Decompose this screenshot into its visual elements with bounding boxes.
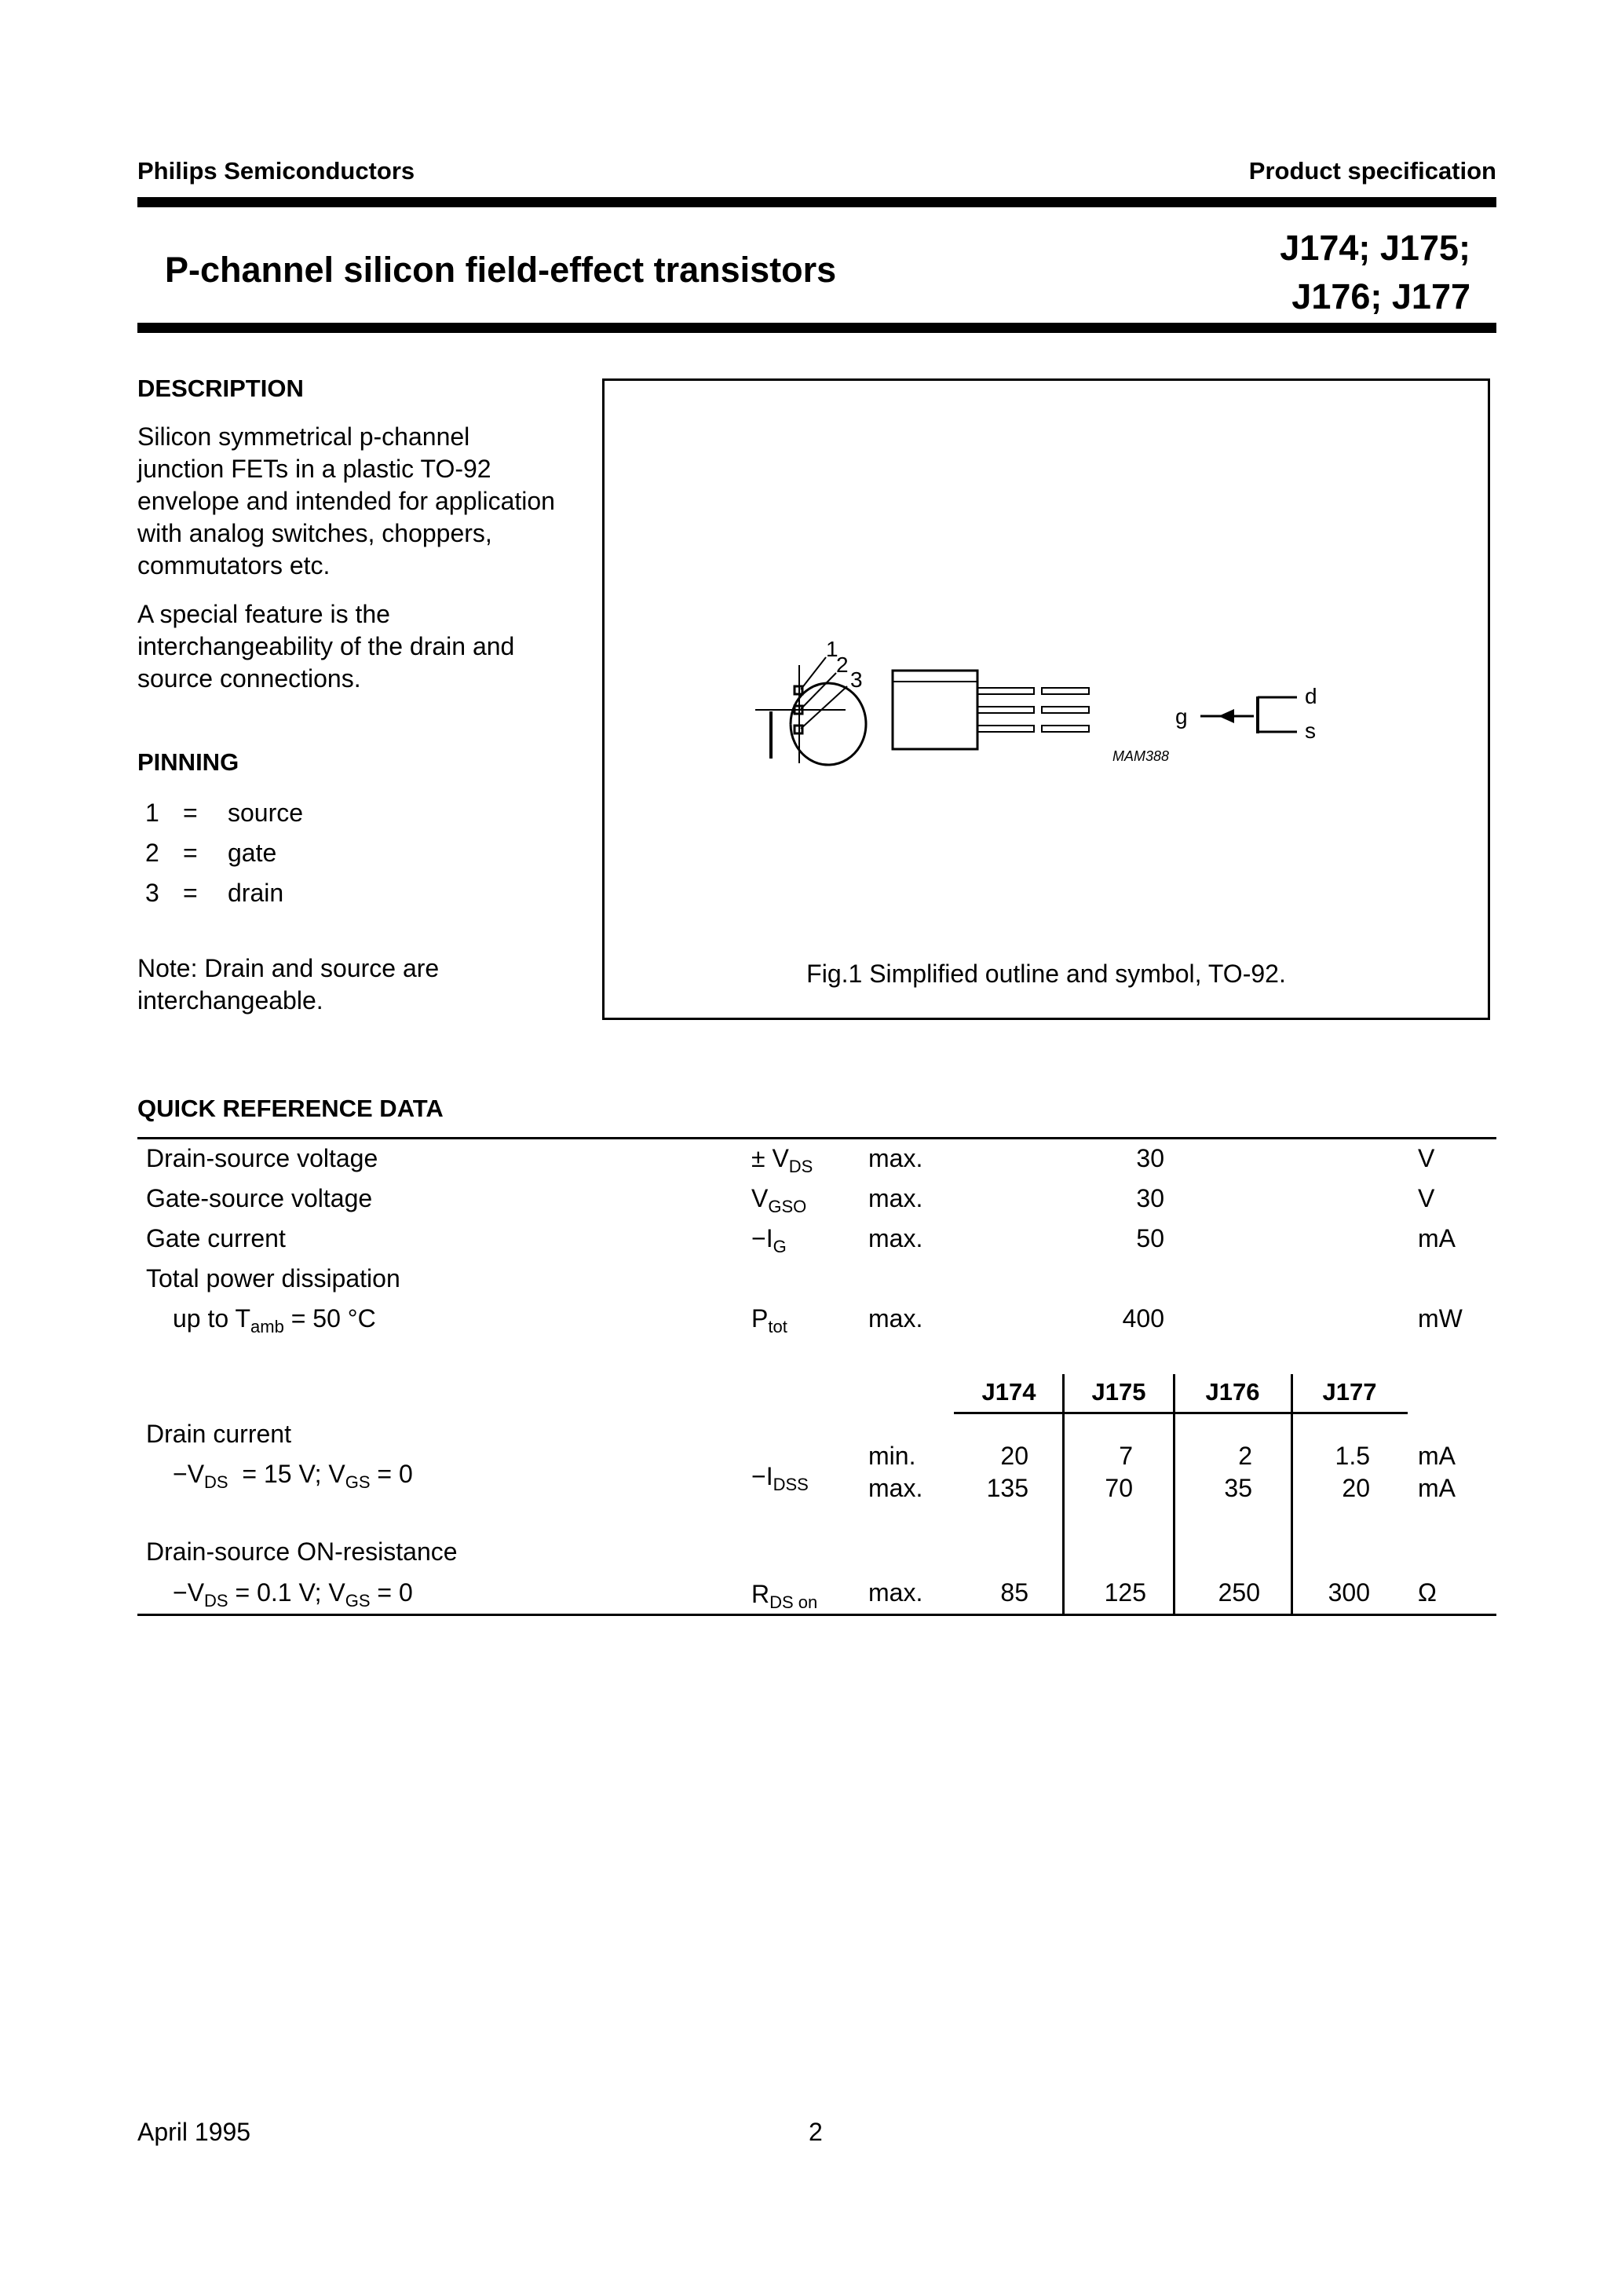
idss-max-j176: 35 bbox=[1224, 1474, 1252, 1502]
qrd-param: Gate-source voltage bbox=[146, 1184, 373, 1212]
qrd-param-sub: amb bbox=[250, 1317, 284, 1336]
pin-label-2: 2 bbox=[836, 653, 849, 677]
figure-caption: Fig.1 Simplified outline and symbol, TO-92. bbox=[806, 960, 1286, 988]
qrd-symbol bbox=[751, 1223, 787, 1255]
header-rule-top bbox=[137, 197, 1496, 207]
idss-min-unit: mA bbox=[1418, 1442, 1456, 1470]
on-resistance-condition bbox=[173, 1577, 413, 1609]
pinning-note-line: Note: Drain and source are bbox=[137, 954, 440, 982]
pin-number: 2 bbox=[145, 839, 159, 867]
on-resistance-cond: max. bbox=[868, 1578, 923, 1607]
qrd-symbol-main: P bbox=[751, 1304, 769, 1333]
qrd-param-main: up to T bbox=[173, 1304, 251, 1333]
lead-3b bbox=[1042, 726, 1089, 732]
qrd-value: 50 bbox=[1136, 1224, 1164, 1252]
rdson-j176: 250 bbox=[1218, 1578, 1260, 1607]
idss-max-j175: 70 bbox=[1105, 1474, 1133, 1502]
idss-min-j175: 7 bbox=[1119, 1442, 1133, 1470]
idss-max-unit: mA bbox=[1418, 1474, 1456, 1502]
description-para1-line: junction FETs in a plastic TO-92 bbox=[137, 455, 491, 483]
qrd-unit: V bbox=[1418, 1184, 1435, 1212]
footer-date: April 1995 bbox=[137, 2118, 251, 2146]
package-outline-bottom-view bbox=[791, 683, 866, 765]
symbol-sub: DS on bbox=[769, 1592, 818, 1612]
qrd-unit: mW bbox=[1418, 1304, 1463, 1333]
pin-number: 1 bbox=[145, 799, 159, 827]
qrd-symbol-sub: DS bbox=[788, 1157, 813, 1176]
description-para2-line: interchangeability of the drain and bbox=[137, 632, 515, 660]
column-header-j174: J174 bbox=[981, 1378, 1036, 1406]
cond-part: = 15 V; V bbox=[228, 1460, 345, 1488]
lead-1a bbox=[977, 688, 1034, 694]
symbol-label-g: g bbox=[1175, 704, 1188, 729]
qrd-param: Drain-source voltage bbox=[146, 1144, 378, 1172]
pinning-heading: PINNING bbox=[137, 748, 239, 776]
qrd-param: Total power dissipation bbox=[146, 1264, 400, 1292]
symbol-main: −I bbox=[751, 1462, 773, 1490]
cond-sub: DS bbox=[204, 1472, 228, 1492]
qrd-symbol-sub: G bbox=[773, 1237, 787, 1256]
qrd-symbol-sub: tot bbox=[768, 1317, 787, 1336]
description-para1-line: envelope and intended for application bbox=[137, 487, 555, 515]
column-header-j176: J176 bbox=[1205, 1378, 1260, 1406]
header-rule-bottom bbox=[137, 323, 1496, 333]
cond-part: = 0.1 V; V bbox=[228, 1578, 345, 1607]
gate-arrow bbox=[1218, 709, 1234, 723]
qrd-cond: max. bbox=[868, 1184, 923, 1212]
description-para2 bbox=[137, 598, 514, 695]
pin-name: drain bbox=[228, 879, 284, 907]
qrd-unit: V bbox=[1418, 1144, 1435, 1172]
lead-3a bbox=[977, 726, 1034, 732]
qrd-value: 400 bbox=[1122, 1304, 1164, 1333]
column-header-j177: J177 bbox=[1322, 1378, 1377, 1406]
description-para2-line: source connections. bbox=[137, 664, 361, 693]
part-numbers-line1: J174; J175; bbox=[1280, 228, 1470, 268]
column-header-j175: J175 bbox=[1091, 1378, 1146, 1406]
pin-label-1: 1 bbox=[826, 637, 838, 661]
pin-equals: = bbox=[183, 839, 198, 867]
qrd-cond: max. bbox=[868, 1304, 923, 1333]
qrd-rule-bottom bbox=[137, 1614, 1496, 1616]
company-name: Philips Semiconductors bbox=[137, 157, 415, 185]
qrd-cond: max. bbox=[868, 1144, 923, 1172]
pin-name: gate bbox=[228, 839, 277, 867]
idss-min-j174: 20 bbox=[1000, 1442, 1028, 1470]
qrd-param bbox=[173, 1303, 376, 1335]
lead-2a bbox=[977, 707, 1034, 713]
symbol-label-d: d bbox=[1305, 684, 1317, 708]
pin-equals: = bbox=[183, 879, 198, 907]
symbol-sub: DSS bbox=[773, 1475, 809, 1494]
idss-max-j177: 20 bbox=[1342, 1474, 1370, 1502]
cond-part: −V bbox=[173, 1578, 205, 1607]
rdson-j175: 125 bbox=[1104, 1578, 1146, 1607]
drain-current-max-label: max. bbox=[868, 1474, 923, 1502]
qrd-symbol bbox=[751, 1143, 813, 1175]
on-resistance-label: Drain-source ON-resistance bbox=[146, 1537, 458, 1566]
part-numbers bbox=[1280, 224, 1470, 321]
part-numbers-line2: J176; J177 bbox=[1291, 276, 1470, 316]
qrd-unit: mA bbox=[1418, 1224, 1456, 1252]
pin-label-3: 3 bbox=[850, 667, 863, 692]
qrd-heading: QUICK REFERENCE DATA bbox=[137, 1095, 444, 1122]
pin-equals: = bbox=[183, 799, 198, 827]
rdson-j174: 85 bbox=[1000, 1578, 1028, 1607]
description-para1-line: commutators etc. bbox=[137, 551, 331, 579]
description-heading: DESCRIPTION bbox=[137, 375, 304, 402]
footer-page-number: 2 bbox=[809, 2118, 823, 2146]
rdson-j177: 300 bbox=[1328, 1578, 1370, 1607]
pinning-note bbox=[137, 952, 439, 1017]
cond-sub: GS bbox=[345, 1472, 371, 1492]
qrd-param: Gate current bbox=[146, 1224, 286, 1252]
drain-current-label: Drain current bbox=[146, 1420, 291, 1448]
figure-code: MAM388 bbox=[1112, 748, 1170, 764]
qrd-symbol-main: −I bbox=[751, 1224, 773, 1252]
lead-2b bbox=[1042, 707, 1089, 713]
cond-part: = 0 bbox=[370, 1578, 413, 1607]
idss-max-j174: 135 bbox=[986, 1474, 1028, 1502]
qrd-symbol-main: V bbox=[751, 1184, 769, 1212]
drain-current-condition bbox=[173, 1458, 413, 1490]
description-para1-line: with analog switches, choppers, bbox=[137, 519, 492, 547]
qrd-symbol bbox=[751, 1183, 806, 1215]
doc-type: Product specification bbox=[1248, 157, 1496, 185]
qrd-rule-top bbox=[137, 1137, 1496, 1139]
qrd-symbol-sub: GSO bbox=[768, 1197, 807, 1216]
column-header-rule bbox=[954, 1412, 1408, 1414]
symbol-label-s: s bbox=[1305, 718, 1316, 743]
description-para2-line: A special feature is the bbox=[137, 600, 390, 628]
rdson-unit: Ω bbox=[1418, 1578, 1437, 1607]
qrd-value: 30 bbox=[1136, 1184, 1164, 1212]
qrd-param-tail: = 50 °C bbox=[283, 1304, 376, 1333]
lead-1b bbox=[1042, 688, 1089, 694]
pin-name: source bbox=[228, 799, 304, 827]
description-para1 bbox=[137, 421, 555, 582]
pinning-note-line: interchangeable. bbox=[137, 986, 323, 1015]
on-resistance-symbol bbox=[751, 1578, 817, 1610]
cond-sub: DS bbox=[204, 1591, 228, 1610]
leader-line-3 bbox=[801, 686, 847, 729]
page-title: P-channel silicon field-effect transistors bbox=[165, 250, 837, 290]
cond-part: = 0 bbox=[370, 1460, 413, 1488]
description-para1-line: Silicon symmetrical p-channel bbox=[137, 422, 470, 451]
symbol-main: R bbox=[751, 1580, 770, 1608]
qrd-symbol-main: ± V bbox=[751, 1144, 789, 1172]
qrd-symbol bbox=[751, 1303, 787, 1335]
drain-current-symbol bbox=[751, 1461, 809, 1493]
cond-sub: GS bbox=[345, 1591, 371, 1610]
idss-min-j176: 2 bbox=[1238, 1442, 1252, 1470]
drain-current-min-label: min. bbox=[868, 1442, 916, 1470]
pin-number: 3 bbox=[145, 879, 159, 907]
qrd-cond: max. bbox=[868, 1224, 923, 1252]
cond-part: −V bbox=[173, 1460, 205, 1488]
to92-figure bbox=[602, 378, 1490, 1020]
qrd-value: 30 bbox=[1136, 1144, 1164, 1172]
idss-min-j177: 1.5 bbox=[1335, 1442, 1370, 1470]
